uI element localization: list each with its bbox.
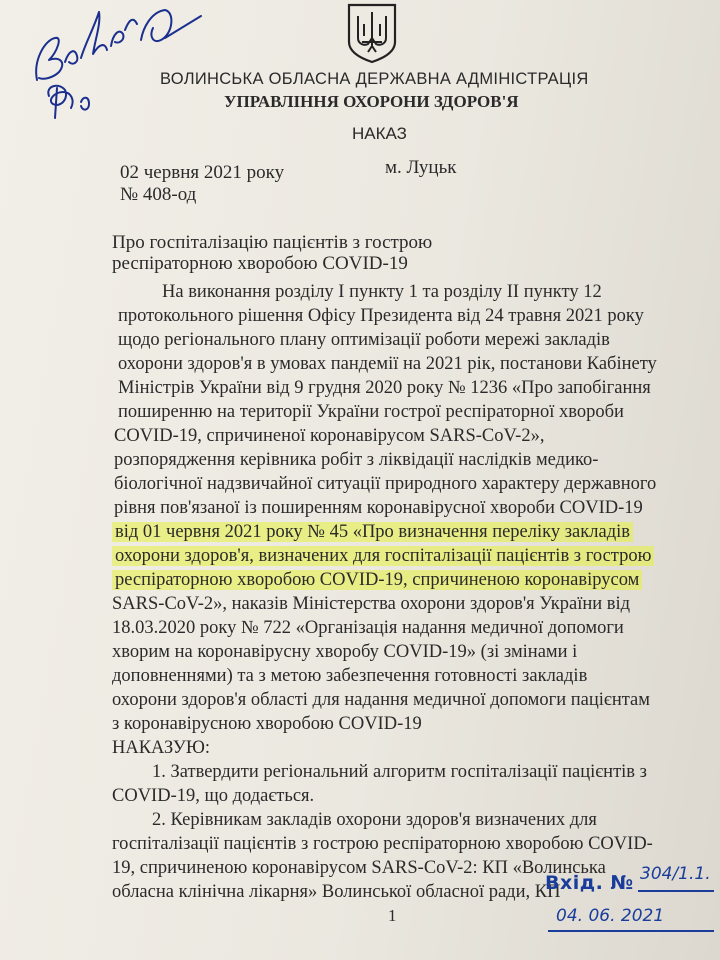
document-date: 02 червня 2021 року xyxy=(120,162,285,183)
document-city: м. Луцьк xyxy=(385,157,457,178)
stamp-underline xyxy=(638,890,714,892)
handwritten-signature xyxy=(15,0,205,125)
stamp-underline xyxy=(548,930,714,932)
document-type: НАКАЗ xyxy=(352,124,407,143)
body-line: біологічної надзвичайної ситуації природного характеру державного xyxy=(114,474,657,494)
body-line: обласна клінічна лікарня» Волинської обласної ради, КП xyxy=(112,882,561,902)
body-line: 2. Керівникам закладів охорони здоров'я визначених для xyxy=(152,810,597,830)
body-line: розпорядження керівника робіт з ліквідації наслідків медико- xyxy=(114,450,599,470)
body-line: хворим на коронавірусну хворобу COVID-19» (зі змінами і xyxy=(112,642,578,662)
body-line-highlighted: охорони здоров'я, визначених для госпіталізації пацієнтів з гострою xyxy=(112,546,654,567)
page-number: 1 xyxy=(388,906,397,925)
stamp-date: 04. 06. 2021 xyxy=(556,906,665,926)
body-line: Міністрів України від 9 грудня 2020 року № 1236 «Про запобігання xyxy=(118,378,651,398)
organization-name: ВОЛИНСЬКА ОБЛАСНА ДЕРЖАВНА АДМІНІСТРАЦІЯ xyxy=(160,70,589,88)
body-line: доповненнями) та з метою забезпечення готовності закладів xyxy=(112,666,588,686)
ukraine-trident-icon xyxy=(346,2,398,64)
body-line: COVID-19, спричиненої коронавірусом SARS-CoV-2», xyxy=(114,426,545,446)
order-keyword: НАКАЗУЮ: xyxy=(112,738,211,758)
document-number: № 408-од xyxy=(120,184,197,205)
body-line: COVID-19, що додається. xyxy=(112,786,315,806)
body-line: госпіталізації пацієнтів з гострою респіраторною хворобою COVID- xyxy=(112,834,653,854)
body-line: На виконання розділу І пункту 1 та розділу ІІ пункту 12 xyxy=(162,282,602,302)
body-line: поширенню на території України гострої респіраторної хвороби xyxy=(118,402,624,422)
body-line: охорони здоров'я в умовах пандемії на 2021 рік, постанови Кабінету xyxy=(118,354,657,374)
body-line: SARS-CoV-2», наказів Міністерства охорони здоров'я України від xyxy=(112,594,631,614)
department-name: УПРАВЛІННЯ ОХОРОНИ ЗДОРОВ'Я xyxy=(224,92,519,111)
body-line: 1. Затвердити регіональний алгоритм госпіталізації пацієнтів з xyxy=(152,762,647,782)
body-line: 19, спричиненою коронавірусом SARS-CoV-2: КП «Волинська xyxy=(112,858,606,878)
stamp-number: 304/1.1. xyxy=(640,864,711,884)
stamp-label: Вхід. № xyxy=(545,872,634,894)
body-line-highlighted: від 01 червня 2021 року № 45 «Про визначення переліку закладів xyxy=(112,522,633,543)
body-line: охорони здоров'я області для надання медичної допомоги пацієнтам xyxy=(112,690,650,710)
subject-line: Про госпіталізацію пацієнтів з гострою xyxy=(112,232,433,253)
body-line: протокольного рішення Офісу Президента від 24 травня 2021 року xyxy=(118,306,644,326)
body-line: щодо регіонального плану оптимізації роботи мережі закладів xyxy=(118,330,610,350)
subject-line: респіраторною хворобою COVID-19 xyxy=(112,253,408,274)
body-line: з коронавірусною хворобою COVID-19 xyxy=(112,714,422,734)
body-line-highlighted: респіраторною хворобою COVID-19, спричиненою коронавірусом xyxy=(112,570,642,591)
body-line: рівня пов'язаної із поширенням коронавірусної хвороби COVID-19 xyxy=(114,498,643,518)
body-line: 18.03.2020 року № 722 «Організація надання медичної допомоги xyxy=(112,618,624,638)
